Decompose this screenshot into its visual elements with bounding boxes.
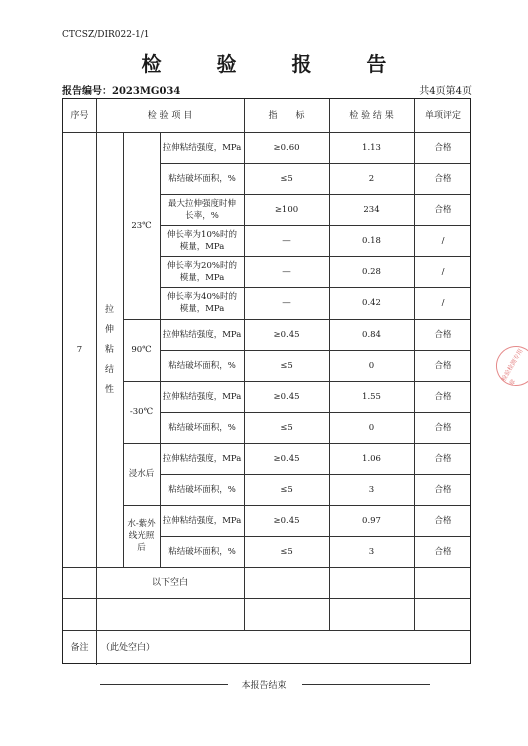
row-spec: ≥0.45 — [273, 329, 300, 340]
row-spec: ≥0.45 — [273, 453, 300, 464]
group-char: 结 — [104, 364, 114, 375]
row-verdict: 合格 — [434, 484, 452, 495]
row-item: 粘结破坏面积，% — [168, 173, 236, 184]
group-label — [96, 132, 123, 567]
row-verdict: 合格 — [434, 173, 452, 184]
row-item: 粘结破坏面积，% — [168, 546, 236, 557]
group-char: 拉 — [104, 304, 114, 315]
blank-note: 以下空白 — [151, 577, 188, 588]
row-verdict: / — [441, 298, 445, 308]
row-spec: ≥100 — [274, 204, 299, 215]
inspection-table — [62, 98, 471, 664]
row-item: 粘结破坏面积，% — [168, 422, 236, 433]
row-verdict: 合格 — [434, 204, 452, 215]
row-item: 拉伸粘结强度，MPa — [162, 142, 242, 153]
header-seq: 序号 — [70, 110, 89, 121]
page-info: 共4页第4页 — [419, 86, 472, 97]
row-result: 0.18 — [362, 235, 381, 246]
row-item: 粘结破坏面积，% — [168, 484, 236, 495]
row-spec: ≤5 — [280, 484, 293, 495]
row-verdict: / — [441, 235, 445, 246]
condition-23c: 23℃ — [131, 220, 152, 231]
row-spec: ≤5 — [280, 422, 293, 433]
row-result: 3 — [368, 546, 375, 557]
report-number: 报告编号：2023MG034 — [62, 86, 181, 97]
inspection-seal: 检验检测专用章 — [489, 339, 528, 394]
row-item: 拉伸粘结强度，MPa — [162, 453, 242, 464]
row-result: 0.84 — [362, 329, 381, 340]
row-spec: ≥0.45 — [273, 391, 300, 402]
row-verdict: 合格 — [434, 360, 452, 371]
row-item: 最大拉伸强度时伸长率，% — [168, 198, 237, 221]
row-item: 拉伸粘结强度，MPa — [162, 329, 242, 340]
row-result: 3 — [368, 484, 375, 495]
remarks-value: （此处空白） — [101, 642, 156, 653]
group-char: 伸 — [104, 324, 114, 335]
remarks-label: 备注 — [70, 642, 89, 653]
condition-minus30c: -30℃ — [129, 407, 154, 417]
row-result: 0.42 — [362, 298, 381, 308]
row-spec: — — [282, 235, 291, 246]
row-verdict: 合格 — [434, 515, 452, 526]
row-result: 0.97 — [362, 515, 381, 526]
row-spec: — — [282, 266, 291, 277]
condition-water: 浸水后 — [128, 469, 155, 479]
row-verdict: 合格 — [434, 142, 452, 153]
row-spec: — — [282, 298, 291, 308]
row-result: 1.55 — [362, 391, 381, 402]
header-result: 检 验 结 果 — [349, 110, 394, 121]
row-item: 伸长率为20%时的模量，MPa — [167, 260, 237, 283]
row-verdict: 合格 — [434, 329, 452, 340]
header-spec: 指 标 — [268, 110, 305, 121]
row-result: 1.06 — [362, 453, 381, 464]
row-item: 拉伸粘结强度，MPa — [162, 391, 242, 402]
row-verdict: 合格 — [434, 546, 452, 557]
row-result: 0 — [368, 360, 375, 371]
row-verdict: 合格 — [434, 453, 452, 464]
report-title: 检 验 报 告 — [141, 52, 411, 76]
condition-uv: 水-紫外线光照后 — [127, 519, 156, 553]
report-end-text: 本报告结束 — [241, 681, 287, 691]
row-spec: ≤5 — [280, 360, 293, 371]
group-char: 性 — [104, 384, 114, 395]
row-spec: ≤5 — [280, 546, 293, 557]
row-spec: ≥0.45 — [273, 515, 300, 526]
header-verdict: 单项评定 — [424, 110, 461, 121]
row-item: 拉伸粘结强度，MPa — [162, 515, 242, 526]
row-verdict: 合格 — [434, 422, 452, 433]
row-verdict: / — [441, 266, 445, 277]
row-spec: ≥0.60 — [273, 142, 300, 153]
row-item: 粘结破坏面积，% — [168, 360, 236, 371]
row-result: 1.13 — [362, 142, 381, 153]
row-result: 0 — [368, 422, 375, 433]
row-result: 234 — [363, 204, 380, 215]
row-item: 伸长率为40%时的模量，MPa — [167, 292, 237, 314]
group-char: 粘 — [104, 344, 114, 355]
seq-number: 7 — [76, 344, 83, 355]
row-result: 2 — [368, 173, 375, 184]
condition-90c: 90℃ — [131, 345, 152, 355]
row-verdict: 合格 — [434, 391, 452, 402]
header-item: 检 验 项 目 — [147, 110, 193, 121]
row-result: 0.28 — [362, 266, 381, 277]
row-item: 伸长率为10%时的模量，MPa — [167, 229, 237, 252]
row-spec: ≤5 — [280, 173, 293, 184]
document-code: CTCSZ/DIR022-1/1 — [62, 30, 150, 40]
